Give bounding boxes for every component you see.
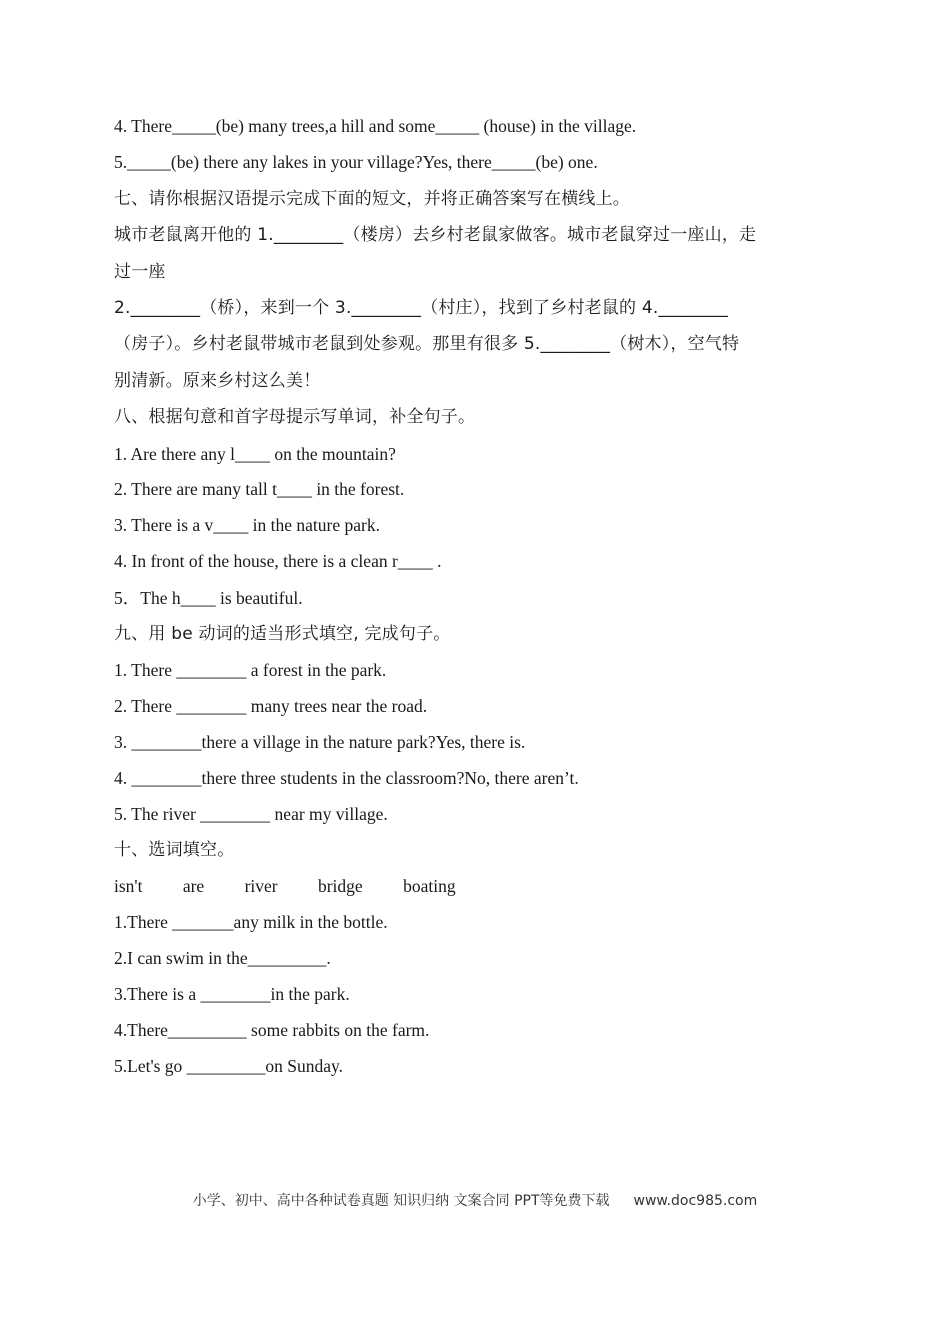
section8-item: 3. There is a v____ in the nature park. <box>114 515 380 535</box>
section7-passage-line: （房子）。乡村老鼠带城市老鼠到处参观。那里有很多 5.________（树木），空气特 <box>114 334 740 354</box>
section8-item: 4. In front of the house, there is a clean r____ . <box>114 551 442 571</box>
section10-word-bank <box>114 874 834 898</box>
section10-item: 1.There _______any milk in the bottle. <box>114 912 388 932</box>
section7-passage-line: 城市老鼠离开他的 1.________（楼房）去乡村老鼠家做客。城市老鼠穿过一座山，走 <box>114 225 757 245</box>
section10-item: 4.There_________ some rabbits on the farm. <box>114 1020 430 1040</box>
section7-passage-line: 过一座 <box>114 262 166 282</box>
section8-item: 2. There are many tall t____ in the forest. <box>114 479 405 499</box>
section9-item: 5. The river ________ near my village. <box>114 804 388 824</box>
word-bank-item: boating <box>403 876 456 896</box>
section7-passage-line: 2.________（桥），来到一个 3.________（村庄），找到了乡村老鼠的 4.________ <box>114 298 729 318</box>
page-footer <box>0 1190 950 1210</box>
section8-item: 5．The h____ is beautiful. <box>114 588 303 608</box>
footer-text: 小学、初中、高中各种试卷真题 知识归纳 文案合同 PPT等免费下载 <box>192 1193 610 1209</box>
section8-item: 1. Are there any l____ on the mountain? <box>114 444 396 464</box>
word-bank-item: bridge <box>317 876 363 896</box>
word-bank-item: are <box>182 876 205 896</box>
word-bank-item: river <box>244 876 278 896</box>
section10-item: 2.I can swim in the_________. <box>114 948 331 968</box>
section7-passage-line: 别清新。原来乡村这么美！ <box>114 371 321 391</box>
section9-heading: 九、用 be 动词的适当形式填空, 完成句子。 <box>114 624 451 644</box>
footer-url[interactable]: www.doc985.com <box>633 1193 758 1209</box>
section6-question-5: 5._____(be) there any lakes in your village?Yes, there_____(be) one. <box>114 152 598 172</box>
section6-question-4: 4. There_____(be) many trees,a hill and some_____ (house) in the village. <box>114 116 637 136</box>
word-bank-item: isn't <box>114 876 143 896</box>
section9-item: 4. ________there three students in the classroom?No, there aren’t. <box>114 768 579 788</box>
section7-heading: 七、请你根据汉语提示完成下面的短文，并将正确答案写在横线上。 <box>114 189 630 209</box>
section10-heading: 十、选词填空。 <box>114 840 235 860</box>
section9-item: 2. There ________ many trees near the road. <box>114 696 428 716</box>
section9-item: 1. There ________ a forest in the park. <box>114 660 387 680</box>
section10-item: 5.Let's go _________on Sunday. <box>114 1056 344 1076</box>
section10-item: 3.There is a ________in the park. <box>114 984 350 1004</box>
section8-heading: 八、根据句意和首字母提示写单词，补全句子。 <box>114 407 476 427</box>
section9-item: 3. ________there a village in the nature park?Yes, there is. <box>114 732 526 752</box>
